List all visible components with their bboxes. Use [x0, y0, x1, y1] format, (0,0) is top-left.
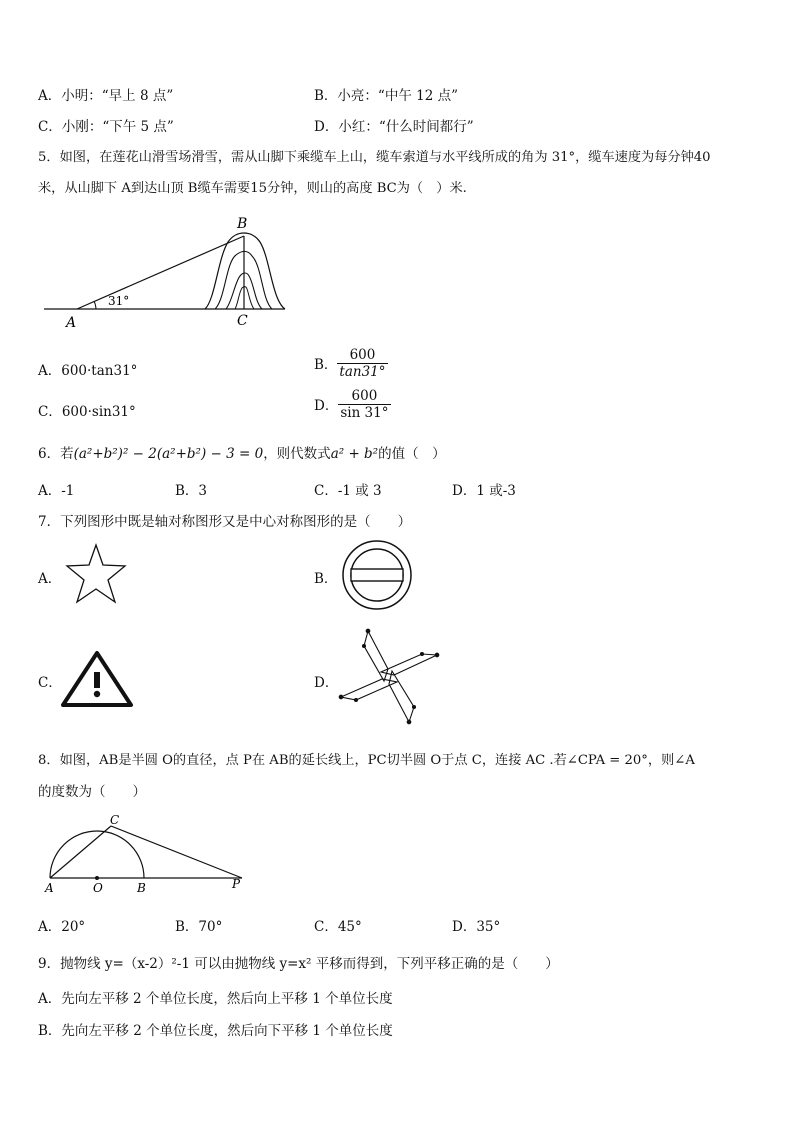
q8-label-o: O [93, 881, 103, 895]
q4-option-b: B．小亮：“中午 12 点” [314, 88, 458, 104]
q5-angle-label: 31° [108, 294, 130, 308]
q8-label-c: C [110, 813, 120, 827]
q5-label-c: C [237, 313, 248, 329]
q4-option-c: C．小刚：“下午 5 点” [38, 119, 174, 135]
q6-option-c: C．-1 或 3 [314, 483, 382, 499]
q5-option-a-prefix: A． [38, 363, 62, 379]
q7-stem: 7．下列图形中既是轴对称图形又是中心对称图形的是（ ） [38, 514, 412, 530]
q7-label-d: D． [314, 675, 339, 691]
q7-label-a: A． [38, 571, 62, 587]
q8-stem-line1: 8．如图，AB是半圆 O的直径，点 P在 AB的延长线上，PC切半圆 O于点 C，连接 AC .若∠CPA = 20°，则∠A [38, 753, 695, 768]
q6-equation: (a²+b²)² − 2(a²+b²) − 3 = 0 [73, 446, 264, 462]
q8-stem-line2: 的度数为（ ） [38, 784, 146, 800]
q9-option-b: B．先向左平移 2 个单位长度，然后向下平移 1 个单位长度 [38, 1023, 393, 1039]
q6-option-d: D．1 或-3 [452, 483, 516, 499]
q8-option-c: C．45° [314, 919, 362, 935]
q6-prefix: 6．若 [38, 446, 74, 462]
q5-option-d-denominator: sin 31° [340, 405, 389, 421]
q5-label-b: B [237, 216, 248, 232]
q5-label-a: A [66, 315, 77, 331]
q6-expression: a² + b² [330, 446, 379, 462]
q8-option-a: A．20° [38, 919, 86, 935]
q7-label-c: C． [38, 675, 62, 691]
q8-label-b: B [137, 881, 146, 895]
q6-option-b: B．3 [175, 483, 208, 499]
q6-option-a: A．-1 [38, 483, 75, 499]
q5-option-b-prefix: B． [314, 357, 338, 373]
q6-suffix: 的值（ ） [378, 446, 446, 462]
q9-stem: 9．抛物线 y=（x-2）²-1 可以由抛物线 y=x² 平移而得到，下列平移正确的是（ ） [38, 956, 559, 972]
q9-option-a: A．先向左平移 2 个单位长度，然后向上平移 1 个单位长度 [38, 991, 393, 1007]
q5-option-b-denominator: tan31° [339, 364, 386, 380]
q5-option-a-value: 600·tan31° [61, 363, 138, 379]
q7-label-b: B． [314, 571, 338, 587]
q5-option-d-prefix: D． [314, 398, 339, 414]
q5-stem-line1: 5．如图，在莲花山滑雪场滑雪，需从山脚下乘缆车上山，缆车索道与水平线所成的角为 31°，缆车速度为每分钟40 [38, 150, 711, 165]
q5-option-d-numerator: 600 [338, 388, 390, 405]
q5-option-c-prefix: C． [38, 404, 62, 420]
q6-middle: ，则代数式 [263, 446, 331, 462]
q5-stem-line2: 米，从山脚下 A到达山顶 B缆车需要15分钟，则山的高度 BC为（ ）米. [38, 181, 467, 196]
q4-option-a: A．小明：“早上 8 点” [38, 88, 174, 104]
q5-option-c-value: 600·sin31° [61, 404, 136, 420]
q8-option-b: B．70° [175, 919, 223, 935]
q8-label-a: A [45, 881, 54, 895]
q8-label-p: P [232, 877, 241, 891]
q5-option-b-numerator: 600 [337, 347, 387, 364]
q4-option-d: D．小红：“什么时间都行” [314, 119, 474, 135]
q8-option-d: D．35° [452, 919, 501, 935]
